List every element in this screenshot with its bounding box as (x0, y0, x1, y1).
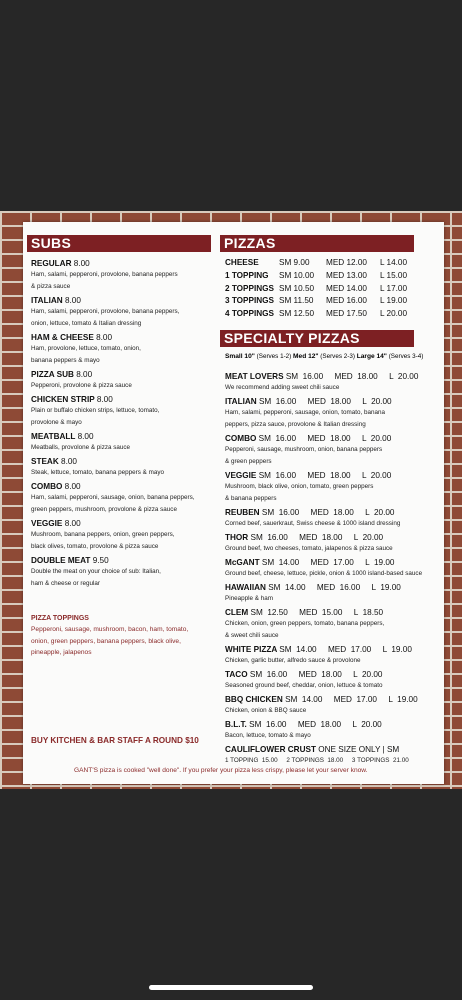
pizza-row (225, 270, 425, 283)
sub-price: 8.00 (64, 482, 81, 491)
specialty-item-name (225, 669, 445, 680)
sub-item-desc: green peppers, mushroom, provolone & pizza sauce (31, 506, 177, 513)
specialty-item-desc: Seasoned ground beef, cheddar, onion, lettuce & tomato (225, 682, 383, 689)
sub-name: PIZZA SUB (31, 370, 74, 379)
pizza-price-sm: SM 10.50 (279, 283, 315, 293)
home-indicator[interactable] (149, 985, 313, 990)
pizza-row (225, 283, 425, 296)
sub-name: REGULAR (31, 259, 72, 268)
pizza-price-med: MED 12.00 (326, 258, 367, 267)
pizza-price-sm: SM 9.00 (279, 258, 310, 267)
sub-item-desc: Ham, provolone, lettuce, tomato, onion, (31, 345, 141, 352)
pizza-size-name: CHEESE (225, 258, 259, 267)
specialty-prices: SM 16.00 MED 18.00 L 20.00 (258, 434, 392, 443)
specialty-item-name (225, 644, 445, 655)
pizza-size-name: 3 TOPPINGS (225, 296, 274, 306)
sub-item-name (31, 456, 216, 467)
specialty-prices: SM 16.00 MED 18.00 L 20.00 (258, 471, 392, 480)
pizza-size-name: 4 TOPPINGS (225, 309, 274, 319)
pizza-price-l: L 15.00 (380, 270, 408, 280)
pizza-toppings-block (31, 615, 188, 659)
sub-item-name (31, 518, 216, 529)
pizza-toppings-heading: PIZZA TOPPINGS (31, 615, 89, 622)
sub-price: 8.00 (64, 296, 81, 305)
specialty-name: BBQ CHICKEN (225, 695, 283, 704)
sub-item-desc: Meatballs, provolone & pizza sauce (31, 444, 131, 451)
sub-item-name (31, 295, 216, 306)
size-label: Med 12" (293, 353, 319, 360)
specialty-item-desc: & banana peppers (225, 495, 277, 502)
size-serves: (Serves 1-2) (256, 353, 292, 360)
specialty-name: TACO (225, 670, 248, 679)
pizza-price-l: L 14.00 (380, 258, 408, 267)
specialty-item-desc: & green peppers (225, 458, 272, 465)
specialty-prices: SM 14.00 MED 16.00 L 19.00 (268, 583, 401, 592)
pizza-price-med: MED 17.50 (326, 309, 367, 319)
sub-item-desc: Ham, salami, pepperoni, provolone, banana peppers, (31, 308, 180, 315)
specialty-item-name (225, 532, 445, 543)
specialty-prices: SM 14.00 MED 17.00 L 19.00 (261, 558, 395, 567)
toppings-line: pineapple, jalapenos (31, 649, 92, 656)
specialty-name: B.L.T. (225, 720, 247, 729)
specialty-item-desc: & sweet chili sauce (225, 632, 279, 639)
specialty-prices: SM 14.00 MED 17.00 L 19.00 (285, 695, 418, 704)
sub-item-desc: Steak, lettuce, tomato, banana peppers & mayo (31, 469, 165, 476)
specialty-name: COMBO (225, 434, 257, 443)
sub-price: 9.50 (92, 556, 109, 565)
specialty-item-name (225, 744, 445, 755)
pizza-row (225, 295, 425, 308)
toppings-line: onion, green peppers, banana peppers, black olive, (31, 637, 181, 645)
subs-list (31, 258, 216, 590)
pizza-price-table (225, 257, 425, 321)
specialty-item-desc: Ground beef, cheese, lettuce, pickle, onion & 1000 island-based sauce (225, 570, 423, 577)
specialty-item-desc: Pepperoni, sausage, mushroom, onion, banana peppers (225, 446, 383, 453)
sub-item-name (31, 258, 216, 269)
sub-item-name (31, 332, 216, 343)
sub-item-name (31, 431, 216, 442)
size-serves: (Serves 2-3) (320, 353, 355, 360)
sub-name: STEAK (31, 457, 59, 466)
pizza-price-sm: SM 10.00 (279, 270, 315, 280)
pizza-row (225, 308, 425, 321)
specialty-item-desc: Pineapple & ham (225, 595, 273, 602)
specialty-prices: SM 12.50 MED 15.00 L 18.50 (250, 608, 384, 617)
sub-item-desc: banana peppers & mayo (31, 357, 100, 364)
menu-page (23, 222, 444, 784)
specialty-prices: ONE SIZE ONLY | SM (318, 745, 400, 754)
pizza-price-med: MED 13.00 (326, 270, 367, 280)
toppings-line: Pepperoni, sausage, mushroom, bacon, ham, tomato, (31, 626, 189, 633)
specialty-name: CAULIFLOWER CRUST (225, 745, 316, 754)
sub-item-desc: onion, lettuce, tomato & Italian dressing (31, 320, 142, 327)
sub-price: 8.00 (96, 395, 113, 404)
sub-price: 8.00 (64, 519, 81, 528)
specialty-item-desc: Bacon, lettuce, tomato & mayo (225, 732, 311, 739)
specialty-item-name (225, 719, 445, 730)
specialty-name: REUBEN (225, 508, 260, 517)
sub-item-desc: black olives, tomato, provolone & pizza sauce (31, 543, 159, 550)
specialty-name: CLEM (225, 608, 249, 617)
specialty-prices: SM 16.00 MED 18.00 L 20.00 (249, 670, 383, 679)
specialty-pizza-list (225, 371, 445, 767)
specialty-prices: SM 16.00 MED 18.00 L 20.00 (250, 533, 384, 542)
sub-item-desc: Plain or buffalo chicken strips, lettuce, tomato, (31, 407, 160, 414)
pizza-price-l: L 19.00 (380, 296, 408, 306)
specialty-name: WHITE PIZZA (225, 645, 277, 654)
sub-name: MEATBALL (31, 432, 76, 441)
sub-item-desc: & pizza sauce (31, 283, 71, 290)
specialty-item-name (225, 470, 445, 481)
specialty-item-desc: peppers, pizza sauce, provolone & Italian dressing (225, 421, 366, 428)
sub-item-desc: provolone & mayo (31, 419, 82, 426)
specialty-item-name (225, 396, 445, 407)
specialty-prices: SM 16.00 MED 18.00 L 20.00 (261, 508, 395, 517)
pizza-size-name: 2 TOPPINGS (225, 283, 274, 293)
pizza-price-sm: SM 12.50 (279, 309, 315, 319)
specialty-item-name (225, 582, 445, 593)
specialty-name: ITALIAN (225, 397, 257, 406)
pizza-price-l: L 17.00 (380, 283, 408, 293)
specialty-name: THOR (225, 533, 249, 542)
specialty-item-name (225, 607, 445, 618)
pizza-price-med: MED 14.00 (326, 283, 367, 293)
specialty-prices: SM 14.00 MED 17.00 L 19.00 (279, 645, 412, 654)
pizzas-header: PIZZAS (220, 235, 414, 252)
specialty-item-name (225, 433, 445, 444)
specialty-item-desc: Mushroom, black olive, onion, tomato, green peppers (225, 483, 374, 490)
sub-name: HAM & CHEESE (31, 333, 94, 342)
sub-item-desc: Ham, salami, pepperoni, sausage, onion, banana peppers, (31, 494, 195, 501)
specialty-prices: SM 16.00 MED 18.00 L 20.00 (285, 372, 419, 381)
pizza-price-sm: SM 11.50 (279, 296, 314, 306)
sub-item-desc: Mushroom, banana peppers, onion, green peppers, (31, 531, 175, 538)
sub-price: 8.00 (76, 370, 93, 379)
sub-name: DOUBLE MEAT (31, 556, 91, 565)
sub-item-desc: ham & cheese or regular (31, 580, 100, 587)
sub-name: COMBO (31, 482, 63, 491)
specialty-item-desc: Chicken, onion, green peppers, tomato, banana peppers, (225, 620, 385, 627)
specialty-item-desc: Ham, salami, pepperoni, sausage, onion, tomato, banana (225, 409, 385, 416)
specialty-name: MEAT LOVERS (225, 372, 284, 381)
sub-name: CHICKEN STRIP (31, 395, 95, 404)
specialty-item-desc: We recommend adding sweet chili sauce (225, 384, 340, 391)
size-label: Small 10" (225, 353, 255, 360)
specialty-item-desc: Ground beef, two cheeses, tomato, jalapenos & pizza sauce (225, 545, 393, 552)
sub-item-name (31, 481, 216, 492)
sub-item-name (31, 394, 216, 405)
sub-item-desc: Double the meat on your choice of sub: Italian, (31, 568, 161, 575)
sub-item-desc: Pepperoni, provolone & pizza sauce (31, 382, 132, 389)
pizza-price-l: L 20.00 (380, 309, 408, 319)
footer-note: GANT'S pizza is cooked "well done". If you prefer your pizza less crispy, please let your server know. (74, 767, 368, 774)
specialty-name: McGANT (225, 558, 260, 567)
size-serves: (Serves 3-4) (388, 353, 424, 360)
specialty-sizes-row (225, 353, 423, 360)
specialty-name: HAWAIIAN (225, 583, 266, 592)
specialty-prices: SM 16.00 MED 18.00 L 20.00 (249, 720, 382, 729)
specialty-item-name (225, 694, 445, 705)
specialty-item-name (225, 371, 445, 382)
sub-item-name (31, 555, 216, 566)
specialty-name: VEGGIE (225, 471, 257, 480)
sub-price: 8.00 (73, 259, 90, 268)
specialty-item-desc: Chicken, garlic butter, alfredo sauce & provolone (225, 657, 361, 664)
buy-round-offer: BUY KITCHEN & BAR STAFF A ROUND $10 (31, 736, 199, 745)
sub-price: 8.00 (96, 333, 112, 342)
sub-price: 8.00 (77, 432, 94, 441)
specialty-item-name (225, 557, 445, 568)
pizza-size-name: 1 TOPPING (225, 270, 269, 280)
size-label: Large 14" (356, 353, 387, 360)
specialty-item-desc: 1 TOPPING 15.00 2 TOPPINGS 18.00 3 TOPPINGS 21.00 (225, 757, 409, 764)
sub-item-name (31, 369, 216, 380)
sub-item-desc: Ham, salami, pepperoni, provolone, banana peppers (31, 271, 178, 278)
pizza-row (225, 257, 425, 270)
sub-price: 8.00 (61, 457, 77, 466)
sub-name: VEGGIE (31, 519, 63, 528)
specialty-item-name (225, 507, 445, 518)
specialty-item-desc: Corned beef, sauerkraut, Swiss cheese & 1000 island dressing (225, 520, 401, 527)
sub-name: ITALIAN (31, 296, 63, 305)
specialty-item-desc: Chicken, onion & BBQ sauce (225, 707, 307, 714)
specialty-pizzas-header: SPECIALTY PIZZAS (220, 330, 414, 347)
specialty-prices: SM 16.00 MED 18.00 L 20.00 (258, 397, 392, 406)
subs-header: SUBS (27, 235, 211, 252)
pizza-price-med: MED 16.00 (326, 296, 367, 306)
